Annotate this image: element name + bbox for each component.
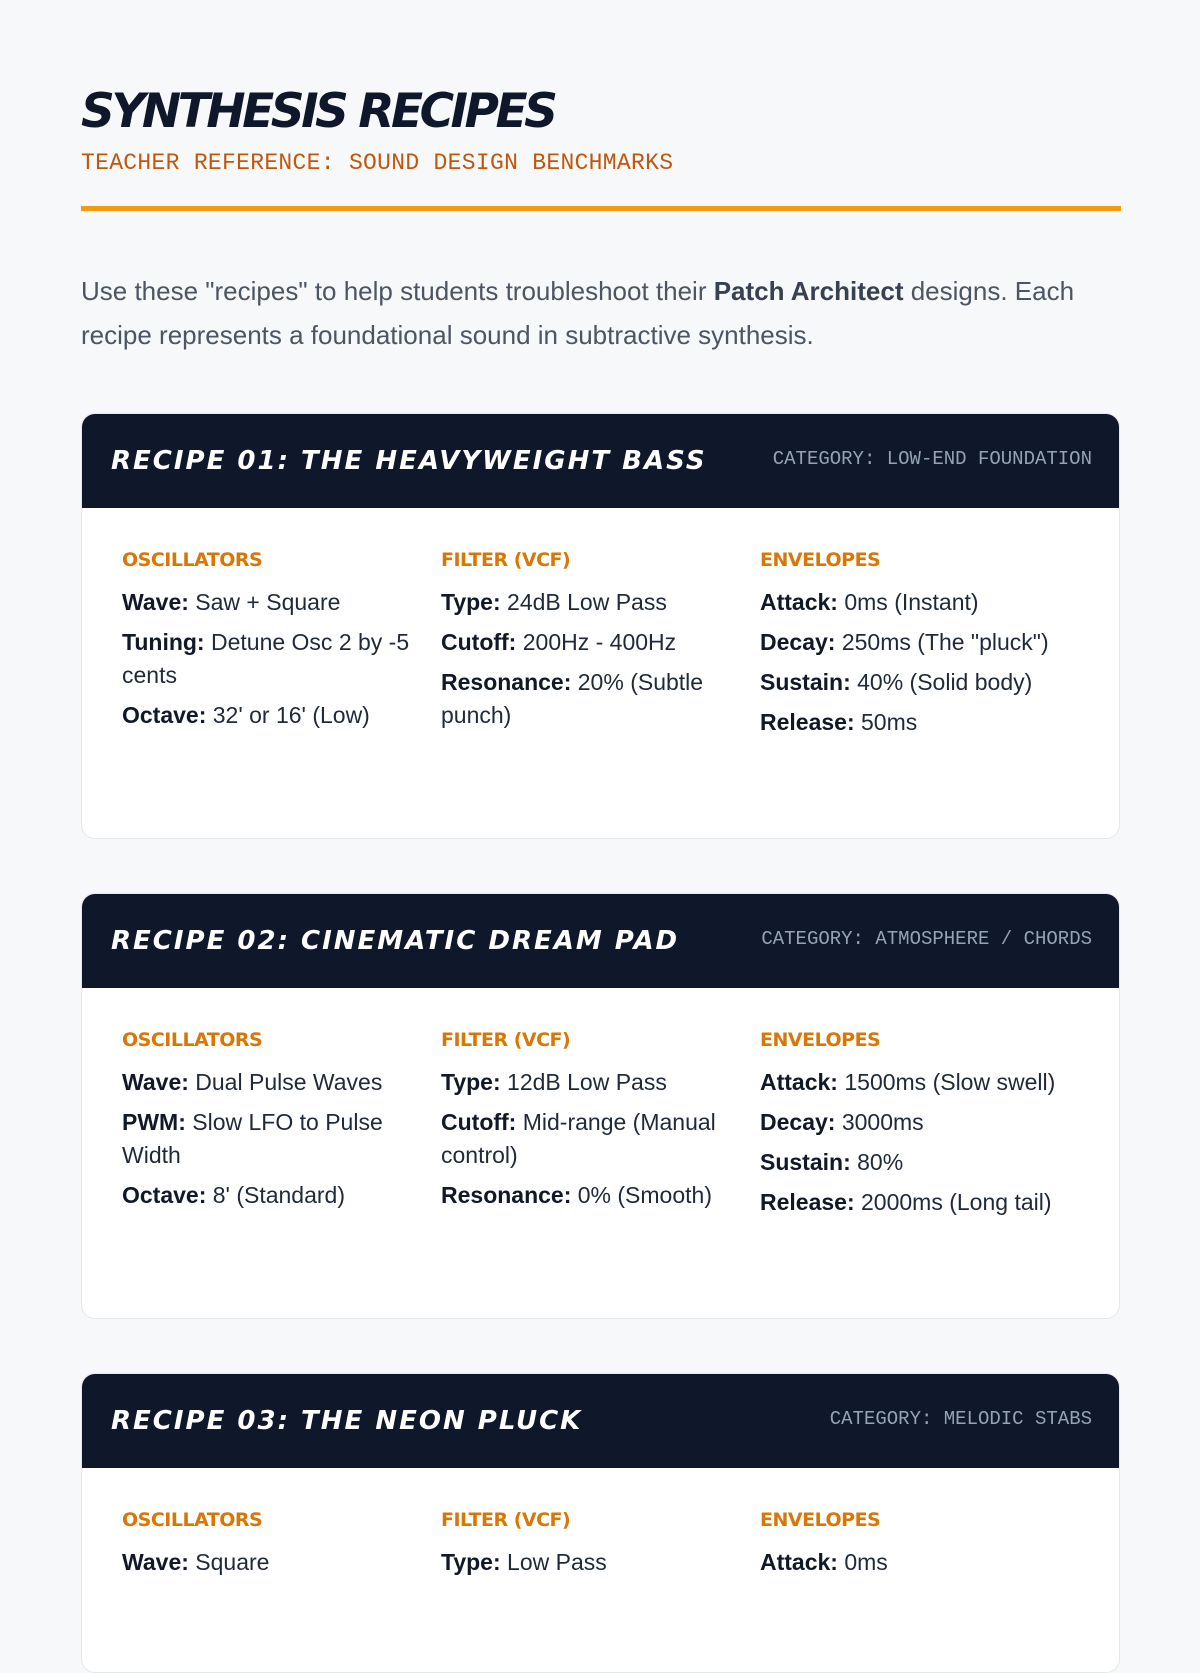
parameter-label: Decay: — [760, 1109, 836, 1135]
parameter-row — [441, 1066, 740, 1099]
recipe-card-body — [82, 1468, 1119, 1626]
intro-paragraph — [81, 269, 1118, 357]
parameter-row — [760, 706, 1059, 739]
recipe-card — [81, 413, 1120, 839]
parameter-value: 24dB Low Pass — [500, 589, 667, 615]
parameter-row — [122, 1066, 421, 1099]
parameter-row — [760, 1546, 1059, 1579]
parameter-value: 40% (Solid body) — [850, 669, 1033, 695]
recipe-card — [81, 893, 1120, 1319]
intro-text-end: designs. Each recipe represents a foundational sound in subtractive synthesis. — [81, 276, 1075, 350]
recipe-card-header — [82, 894, 1119, 988]
parameter-label: PWM: — [122, 1109, 186, 1135]
parameter-value: Slow LFO to Pulse Width — [122, 1109, 383, 1168]
section-heading: FILTER (VCF) — [441, 549, 571, 571]
parameter-value: Low Pass — [500, 1549, 607, 1575]
parameter-value: Dual Pulse Waves — [188, 1069, 383, 1095]
parameter-label: Wave: — [122, 1549, 189, 1575]
parameter-row — [760, 1066, 1059, 1099]
parameter-row — [760, 586, 1059, 619]
parameter-value: Detune Osc 2 by -5 cents — [122, 629, 410, 688]
parameter-label: Type: — [441, 1069, 501, 1095]
parameter-row — [760, 1146, 1059, 1179]
recipe-category: CATEGORY: LOW-END FOUNDATION — [772, 448, 1092, 470]
section-heading: ENVELOPES — [760, 1029, 881, 1051]
section-heading: FILTER (VCF) — [441, 1509, 571, 1531]
section-heading: OSCILLATORS — [122, 1029, 263, 1051]
section-heading: ENVELOPES — [760, 549, 881, 571]
parameter-value: 250ms (The "pluck") — [835, 629, 1049, 655]
recipe-section-envelopes — [760, 1028, 1079, 1226]
parameter-label: Resonance: — [441, 1182, 572, 1208]
parameter-label: Resonance: — [441, 669, 572, 695]
recipe-section-envelopes — [760, 1508, 1079, 1586]
parameter-row — [760, 1186, 1059, 1219]
parameter-label: Wave: — [122, 1069, 189, 1095]
parameter-row — [122, 1106, 421, 1172]
parameter-label: Attack: — [760, 589, 838, 615]
recipe-title: RECIPE 02: CINEMATIC DREAM PAD — [111, 926, 680, 956]
parameter-value: 2000ms (Long tail) — [854, 1189, 1052, 1215]
page-title: SYNTHESIS RECIPES — [81, 84, 555, 139]
parameter-row — [122, 586, 421, 619]
parameter-value: 80% — [850, 1149, 904, 1175]
parameter-label: Attack: — [760, 1069, 838, 1095]
parameter-label: Cutoff: — [441, 629, 517, 655]
header-divider — [81, 206, 1121, 211]
parameter-row — [760, 626, 1059, 659]
recipe-section-oscillators — [122, 1508, 441, 1586]
intro-highlight: Patch Architect — [713, 276, 904, 306]
parameter-row — [122, 1546, 421, 1579]
parameter-value: 12dB Low Pass — [500, 1069, 667, 1095]
parameter-row — [122, 699, 421, 732]
parameter-label: Octave: — [122, 702, 207, 728]
parameter-label: Type: — [441, 589, 501, 615]
parameter-value: 200Hz - 400Hz — [516, 629, 677, 655]
parameter-row — [760, 666, 1059, 699]
recipe-card-body — [82, 508, 1119, 786]
parameter-row — [122, 626, 421, 692]
recipe-category: CATEGORY: MELODIC STABS — [829, 1408, 1092, 1430]
recipe-card — [81, 1373, 1120, 1673]
recipe-card-header — [82, 1374, 1119, 1468]
parameter-label: Tuning: — [122, 629, 205, 655]
recipe-section-oscillators — [122, 548, 441, 746]
parameter-value: 0ms (Instant) — [837, 589, 979, 615]
parameter-label: Sustain: — [760, 669, 851, 695]
parameter-label: Octave: — [122, 1182, 207, 1208]
parameter-label: Release: — [760, 709, 855, 735]
recipe-section-filter — [441, 1508, 760, 1586]
parameter-value: Square — [188, 1549, 270, 1575]
section-heading: OSCILLATORS — [122, 549, 263, 571]
parameter-label: Cutoff: — [441, 1109, 517, 1135]
section-heading: ENVELOPES — [760, 1509, 881, 1531]
parameter-row — [760, 1106, 1059, 1139]
parameter-value: 8' (Standard) — [206, 1182, 346, 1208]
intro-text-start: Use these "recipes" to help students troubleshoot their — [81, 276, 714, 306]
parameter-value: 1500ms (Slow swell) — [837, 1069, 1056, 1095]
recipe-section-filter — [441, 548, 760, 746]
recipe-title: RECIPE 03: THE NEON PLUCK — [111, 1406, 583, 1436]
recipe-category: CATEGORY: ATMOSPHERE / CHORDS — [761, 928, 1092, 950]
parameter-value: 0% (Smooth) — [571, 1182, 712, 1208]
recipe-section-oscillators — [122, 1028, 441, 1226]
parameter-row — [122, 1179, 421, 1212]
parameter-value: 50ms — [854, 709, 918, 735]
parameter-value: 3000ms — [835, 1109, 924, 1135]
page-header — [81, 0, 1118, 211]
page-subtitle: TEACHER REFERENCE: SOUND DESIGN BENCHMARKS — [81, 150, 674, 176]
recipe-card-body — [82, 988, 1119, 1266]
parameter-label: Sustain: — [760, 1149, 851, 1175]
parameter-value: 32' or 16' (Low) — [206, 702, 370, 728]
parameter-row — [441, 626, 740, 659]
parameter-label: Wave: — [122, 589, 189, 615]
parameter-row — [441, 586, 740, 619]
recipe-title: RECIPE 01: THE HEAVYWEIGHT BASS — [111, 446, 707, 476]
parameter-label: Attack: — [760, 1549, 838, 1575]
parameter-value: 0ms — [837, 1549, 888, 1575]
parameter-row — [441, 1106, 740, 1172]
parameter-row — [441, 1546, 740, 1579]
section-heading: FILTER (VCF) — [441, 1029, 571, 1051]
parameter-value: Mid-range (Manual control) — [441, 1109, 716, 1168]
parameter-label: Type: — [441, 1549, 501, 1575]
parameter-row — [441, 1179, 740, 1212]
parameter-row — [441, 666, 740, 732]
parameter-value: 20% (Subtle punch) — [441, 669, 704, 728]
parameter-label: Decay: — [760, 629, 836, 655]
recipe-section-envelopes — [760, 548, 1079, 746]
parameter-value: Saw + Square — [188, 589, 341, 615]
parameter-label: Release: — [760, 1189, 855, 1215]
section-heading: OSCILLATORS — [122, 1509, 263, 1531]
recipe-card-header — [82, 414, 1119, 508]
recipe-section-filter — [441, 1028, 760, 1226]
